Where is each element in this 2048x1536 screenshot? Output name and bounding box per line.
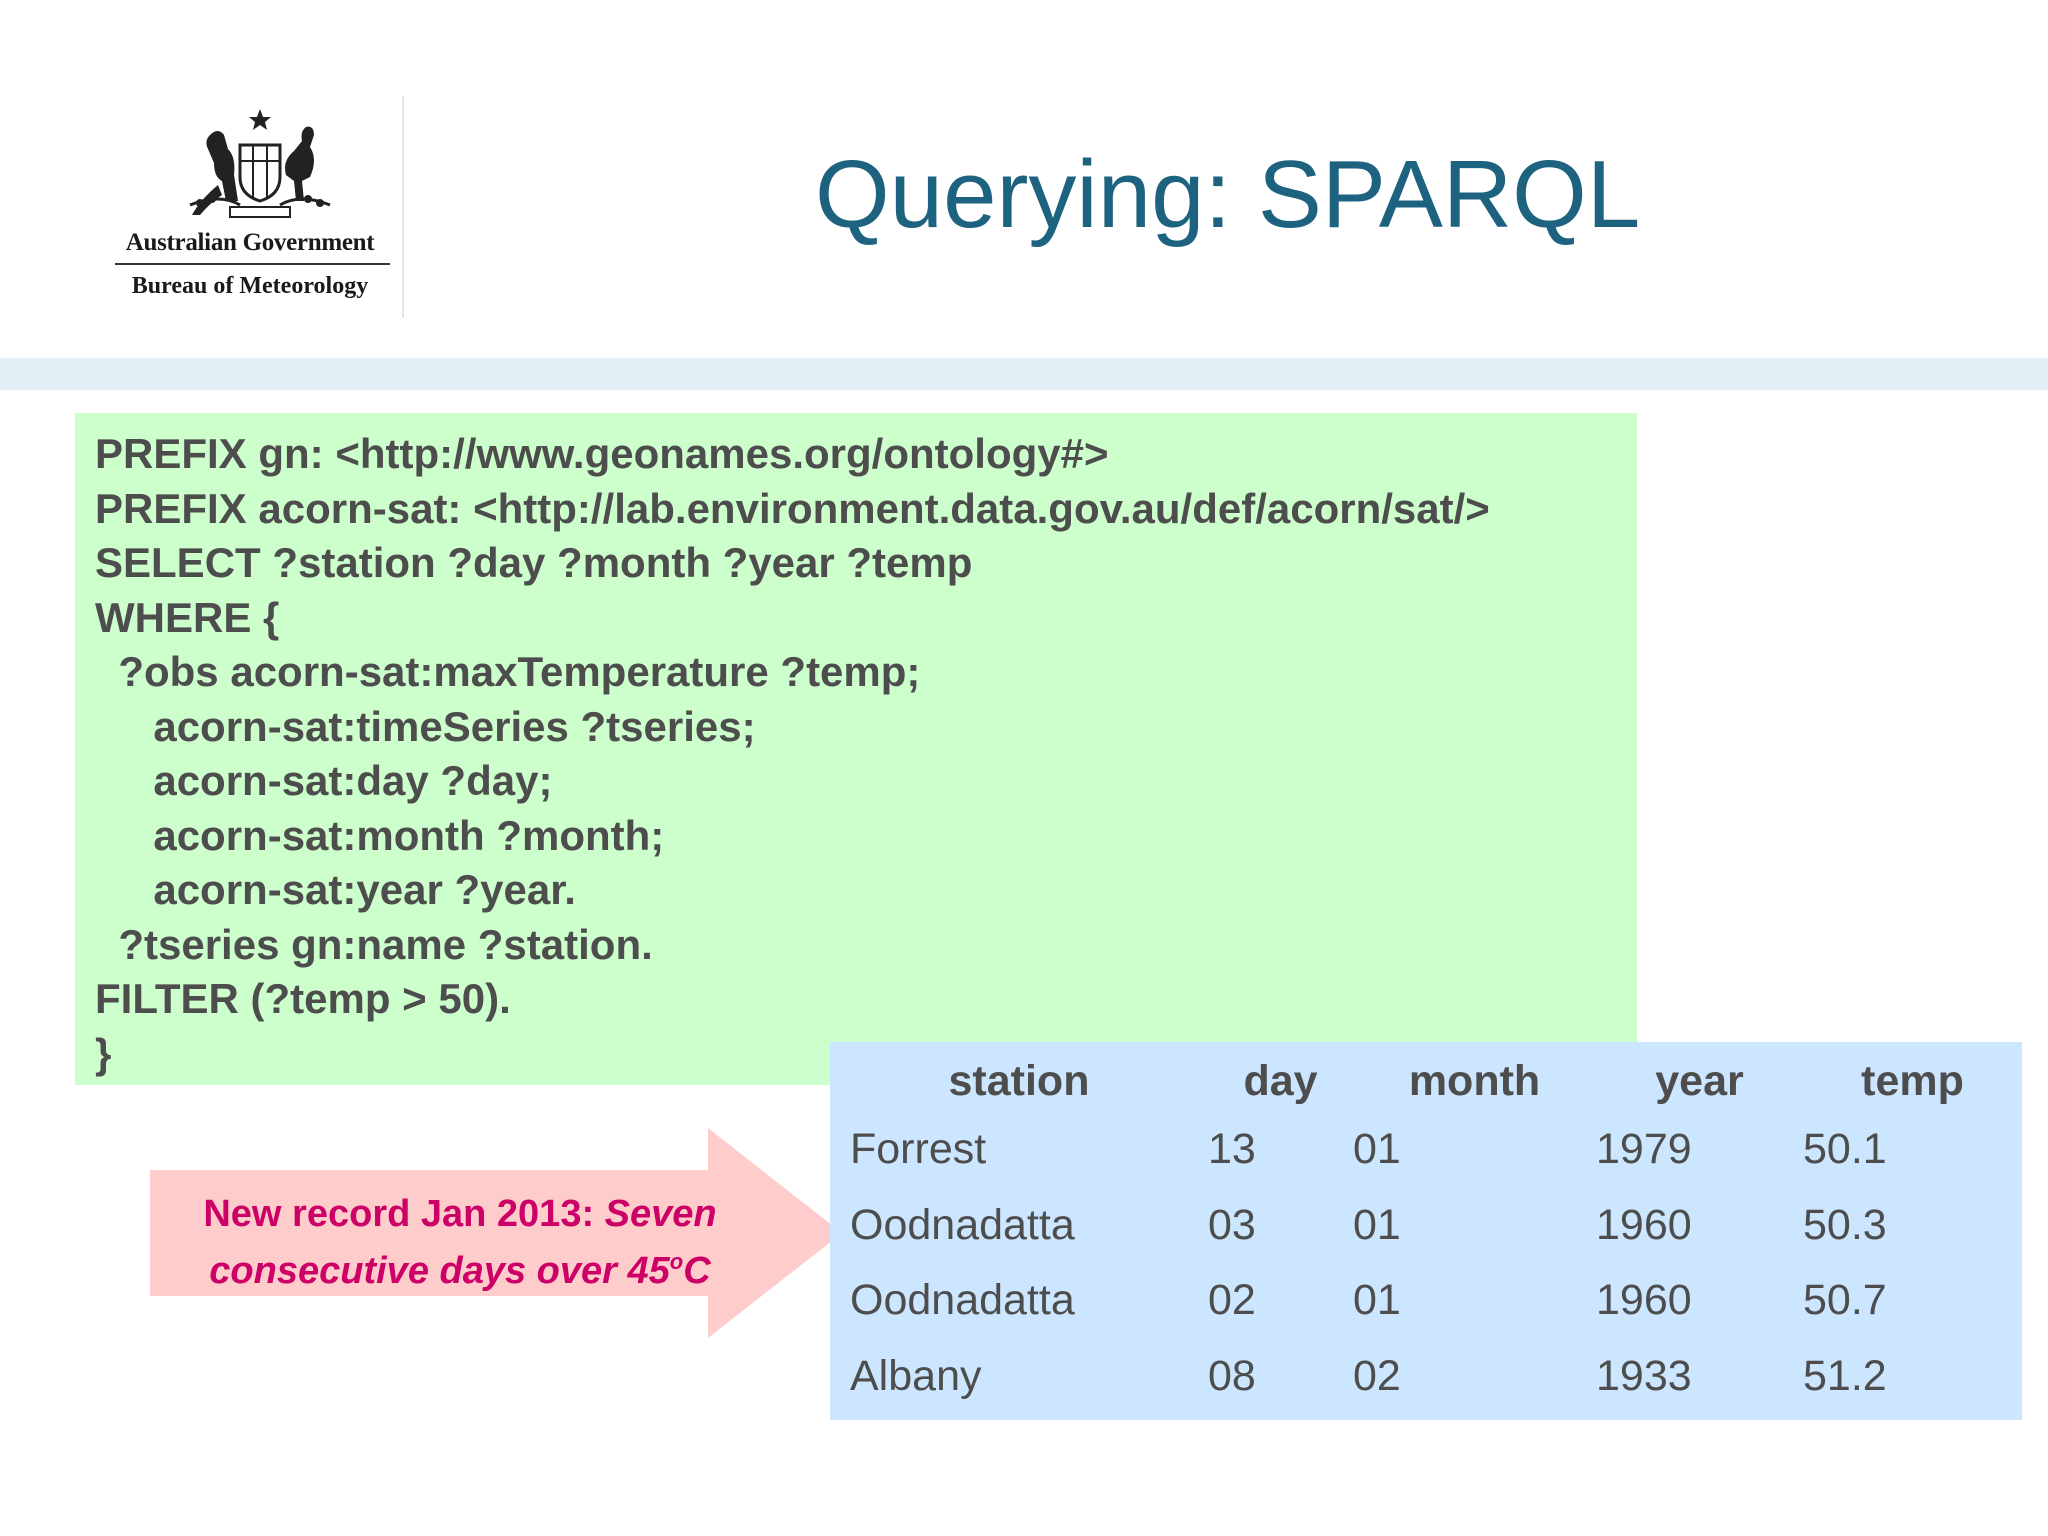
slide-title: Querying: SPARQL [815, 141, 1641, 248]
cell-year: 1960 [1596, 1200, 1692, 1249]
query-line: PREFIX gn: <http://www.geonames.org/ontology#> [95, 430, 1109, 477]
cell-station: Oodnadatta [850, 1276, 1075, 1325]
table-row [830, 1188, 2022, 1264]
cell-day: 03 [1208, 1200, 1256, 1249]
cell-station: Forrest [850, 1125, 987, 1174]
cell-year: 1933 [1596, 1351, 1692, 1400]
query-line: acorn-sat:year ?year. [95, 866, 576, 913]
query-results [830, 1042, 2022, 1420]
table-row [830, 1112, 2022, 1188]
government-logo [100, 105, 400, 315]
query-line: ?obs acorn-sat:maxTemperature ?temp; [95, 648, 921, 695]
column-header-temp: temp [1861, 1056, 1964, 1105]
query-line: acorn-sat:day ?day; [95, 757, 553, 804]
coat-of-arms-icon [170, 105, 350, 225]
cell-year: 1960 [1596, 1276, 1692, 1325]
query-line: } [95, 1029, 112, 1077]
cell-temp: 50.1 [1803, 1125, 1887, 1174]
callout-italic-2: consecutive days over 45 [209, 1250, 670, 1292]
query-line: ?tseries gn:name ?station. [95, 920, 653, 968]
callout-italic-1: Seven [604, 1193, 717, 1235]
query-line: FILTER (?temp > 50). [95, 975, 511, 1022]
table-row [830, 1263, 2022, 1339]
query-line: acorn-sat:timeSeries ?tseries; [95, 702, 756, 750]
cell-temp: 51.2 [1803, 1351, 1887, 1400]
results-header-row [830, 1050, 2022, 1112]
column-header-day: day [1243, 1056, 1318, 1105]
callout-plain: New record Jan 2013: [203, 1193, 605, 1235]
column-header-station: station [948, 1056, 1090, 1105]
cell-temp: 50.7 [1803, 1276, 1887, 1325]
results-table [830, 1050, 2022, 1414]
sparql-query [95, 427, 1490, 1081]
cell-month: 02 [1353, 1351, 1401, 1400]
cell-month: 01 [1353, 1276, 1401, 1325]
query-line: SELECT ?station ?day ?month ?year ?temp [95, 539, 973, 586]
cell-month: 01 [1353, 1200, 1401, 1249]
callout-unit: C [683, 1250, 711, 1292]
cell-day: 02 [1208, 1276, 1256, 1325]
header-rule [0, 358, 2048, 390]
bureau-name: Bureau of Meteorology [131, 273, 369, 299]
query-line: WHERE { [95, 593, 280, 641]
logo-rule [115, 263, 390, 265]
cell-temp: 50.3 [1803, 1200, 1887, 1249]
logo-divider [402, 96, 404, 318]
query-line: PREFIX acorn-sat: <http://lab.environment.data.gov.au/def/acorn/sat/> [95, 484, 1490, 532]
callout-text [160, 1190, 760, 1295]
query-line: acorn-sat:month ?month; [95, 811, 665, 859]
government-name: Australian Government [125, 229, 375, 256]
cell-day: 08 [1208, 1351, 1256, 1400]
cell-day: 13 [1208, 1125, 1256, 1174]
column-header-year: year [1655, 1056, 1744, 1105]
callout-degree: o [669, 1249, 684, 1274]
table-row [830, 1339, 2022, 1415]
cell-year: 1979 [1596, 1125, 1692, 1174]
record-callout [150, 1128, 842, 1338]
cell-station: Albany [850, 1351, 982, 1400]
sparql-query-box [75, 413, 1637, 1085]
column-header-month: month [1408, 1056, 1541, 1105]
cell-month: 01 [1353, 1125, 1401, 1174]
cell-station: Oodnadatta [850, 1200, 1075, 1249]
